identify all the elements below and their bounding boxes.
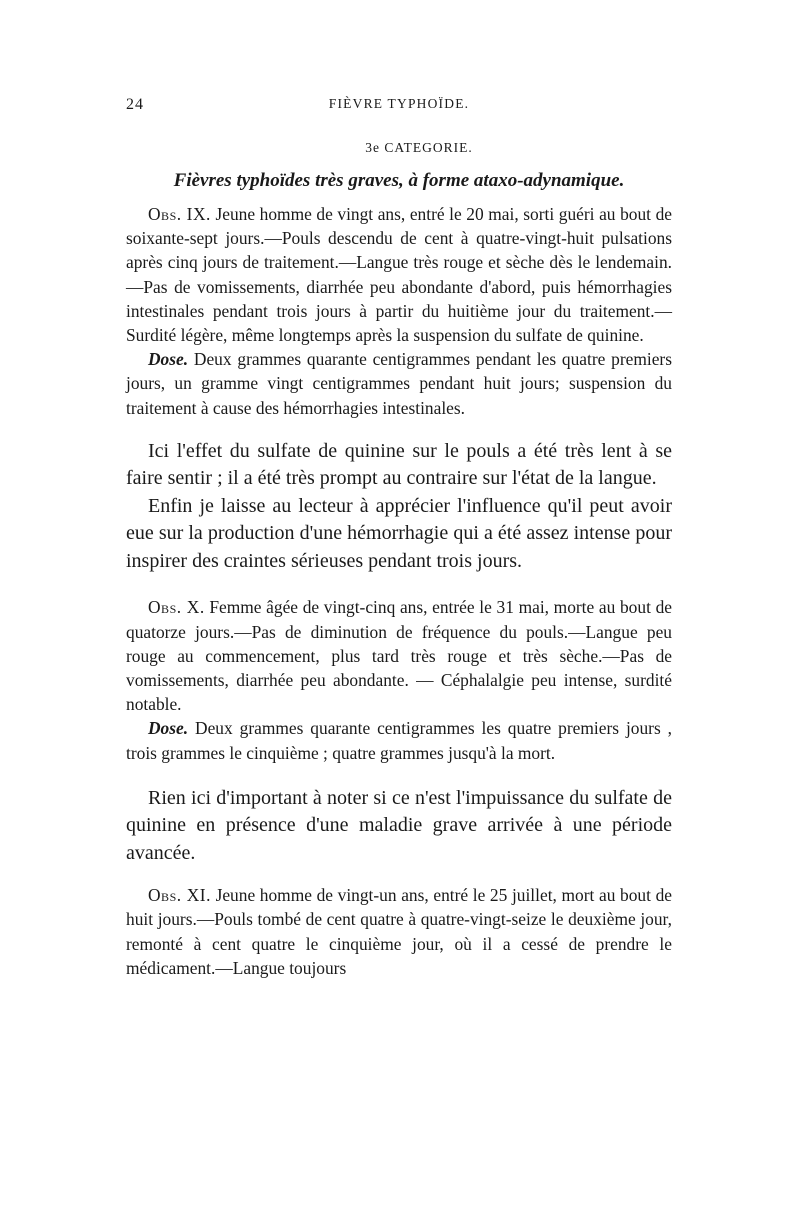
observation-10-dose-text: Deux grammes quarante centigrammes les quatre premiers jours , trois grammes le cinquième ; quatre grammes jusqu'à la mort.	[126, 718, 672, 763]
observation-9-text: Jeune homme de vingt ans, entré le 20 mai, sorti guéri au bout de soixante-sept jours.—Pouls descendu de cent à quatre-vingt-huit pulsations après cinq jours de traitement.—Langue très rouge et sèche dès le lendemain.—Pas de vomissements, diarrhée peu abondante d'abord, puis hémorrhagies intestinales pendant trois jours à partir du huitième jour du traitement.—Surdité légère, même longtemps après la suspension du sulfate de quinine.	[126, 204, 672, 346]
observation-10-text: Femme âgée de vingt-cinq ans, entrée le 31 mai, morte au bout de quatorze jours.—Pas de diminution de fréquence du pouls.—Langue peu rouge au commencement, plus tard très rouge et très sèche.—Pas de vomissements, diarrhée peu abondante. — Céphalalgie peu intense, surdité notable.	[126, 597, 672, 715]
observation-11-text: Jeune homme de vingt-un ans, entré le 25 juillet, mort au bout de huit jours.—Pouls tombé de cent quatre à quatre-vingt-seize le deuxième jour, remonté à cent quatre le cinquième jour, où il a cessé de prendre le médicament.—Langue toujours	[126, 885, 672, 978]
observation-10	[126, 595, 672, 716]
observation-11-label: Obs. XI.	[148, 885, 211, 906]
observation-9	[126, 202, 672, 347]
book-page	[126, 96, 672, 980]
commentary-paragraph: Ici l'effet du sulfate de quinine sur le pouls a été très lent à se faire sentir ; il a été très prompt au contraire sur l'état de la langue.	[126, 439, 672, 490]
observation-10-dose	[126, 716, 672, 764]
observation-10-label: Obs. X.	[148, 597, 205, 618]
running-title: FIÈVRE TYPHOÏDE.	[328, 96, 470, 111]
commentary-paragraph: Rien ici d'important à noter si ce n'est l'impuissance du sulfate de quinine en présence d'une maladie grave arrivée à une période avancée.	[126, 786, 672, 864]
running-head	[126, 96, 672, 120]
observation-11	[126, 883, 672, 980]
observation-10-dose-label: Dose.	[148, 718, 189, 739]
page-number: 24	[126, 96, 144, 113]
section-subtitle: Fièvres typhoïdes très graves, à forme ataxo-adynamique.	[173, 170, 625, 191]
observation-9-dose-text: Deux grammes quarante centigrammes pendant les quatre premiers jours, un gramme vingt centigrammes pendant huit jours; suspension du traitement à cause des hémorrhagies intestinales.	[126, 349, 672, 418]
observation-9-dose	[126, 347, 672, 420]
category-heading: 3e CATEGORIE.	[365, 140, 473, 155]
observation-9-dose-label: Dose.	[148, 349, 189, 370]
commentary-paragraph: Enfin je laisse au lecteur à apprécier l'influence qu'il peut avoir eue sur la production d'une hémorrhagie qui a été assez intense pour inspirer des craintes sérieuses pendant trois jours.	[126, 494, 672, 572]
observation-9-label: Obs. IX.	[148, 204, 211, 224]
